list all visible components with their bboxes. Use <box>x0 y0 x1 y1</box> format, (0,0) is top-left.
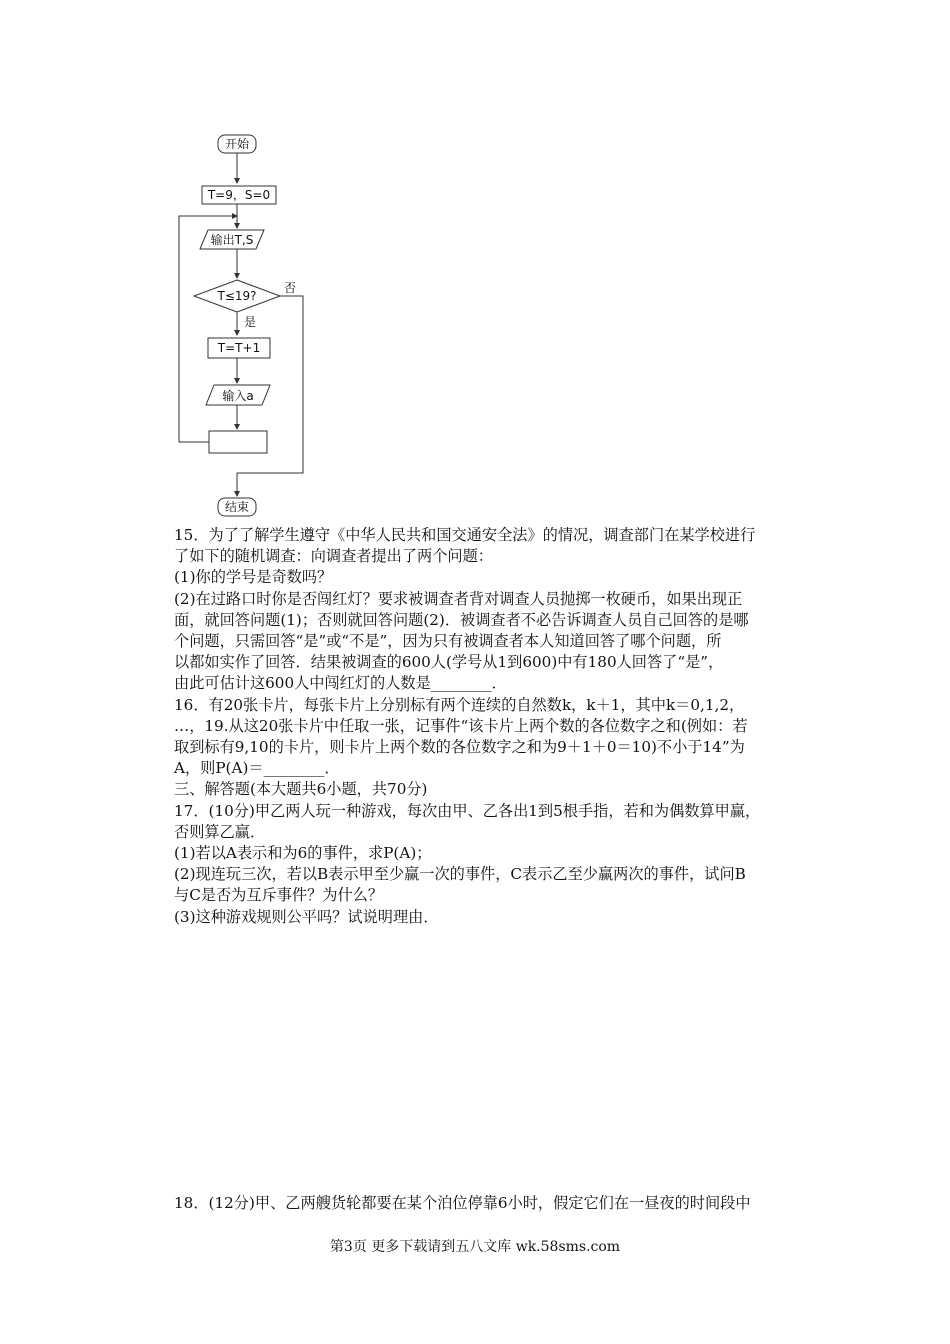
question-16 <box>174 695 814 780</box>
text-line: 取到标有9,10的卡片，则卡片上两个数的各位数字之和为9＋1＋0＝10)不小于14”为 <box>174 738 745 757</box>
output-label: 输出T,S <box>210 233 254 247</box>
question-17 <box>174 801 814 928</box>
page-footer: 第3页 更多下载请到五八文库 wk.58sms.com <box>329 1239 621 1255</box>
text-line: 17．(10分)甲乙两人玩一种游戏，每次由甲、乙各出1到5根手指，若和为偶数算甲赢， <box>174 801 761 820</box>
empty-process-box <box>209 431 267 453</box>
text-line: 由此可估计这600人中闯红灯的人数是________． <box>174 674 507 693</box>
text-line: 16．有20张卡片，每张卡片上分别标有两个连续的自然数k，k＋1，其中k＝0,1,2， <box>174 695 745 714</box>
input-label: 输入a <box>222 389 254 403</box>
text-line: A，则P(A)＝________． <box>174 759 340 778</box>
text-line: (2)在过路口时你是否闯红灯？要求被调查者背对调查人员抛掷一枚硬币，如果出现正 <box>174 589 743 608</box>
text-line: 面，就回答问题(1)；否则就回答问题(2)．被调查者不必告诉调查人员自己回答的是哪 <box>174 610 749 629</box>
text-line: 否则算乙赢． <box>174 822 266 841</box>
text-line: (1)若以A表示和为6的事件，求P(A)； <box>174 844 432 863</box>
question-18 <box>174 1193 814 1214</box>
init-label: T=9，S=0 <box>207 188 271 202</box>
answer-space <box>174 928 814 1193</box>
question-15 <box>174 525 814 695</box>
text-line: 个问题，只需回答“是”或“不是”，因为只有被调查者本人知道回答了哪个问题，所 <box>174 632 722 651</box>
end-label: 结束 <box>224 500 250 514</box>
start-label: 开始 <box>224 137 250 151</box>
loop-back-line <box>179 216 237 442</box>
question-content <box>174 525 814 1214</box>
yes-label: 是 <box>244 315 257 329</box>
section-heading <box>174 779 814 800</box>
text-line: (1)你的学号是奇数吗？ <box>174 568 333 587</box>
text-line: 了如下的随机调查：向调查者提出了两个问题： <box>174 547 493 566</box>
flowchart <box>170 128 330 520</box>
text-line: 15．为了了解学生遵守《中华人民共和国交通安全法》的情况，调查部门在某学校进行 <box>174 526 756 544</box>
text-line: …，19.从这20张卡片中任取一张，记事件“该卡片上两个数的各位数字之和(例如：若 <box>174 716 748 735</box>
text-line: 以都如实作了回答．结果被调查的600人(学号从1到600)中有180人回答了“是”， <box>174 653 724 672</box>
text-line: 与C是否为互斥事件？为什么？ <box>174 886 384 905</box>
text-line: 18．(12分)甲、乙两艘货轮都要在某个泊位停靠6小时，假定它们在一昼夜的时间段中 <box>174 1193 751 1212</box>
text-line: (3)这种游戏规则公平吗？试说明理由． <box>174 907 439 926</box>
increment-label: T=T+1 <box>217 341 261 355</box>
text-line: 三、解答题(本大题共6小题，共70分) <box>174 780 428 799</box>
condition-label: T≤19? <box>217 289 257 303</box>
text-line: (2)现连玩三次，若以B表示甲至少赢一次的事件，C表示乙至少赢两次的事件，试问B <box>174 865 746 884</box>
no-label: 否 <box>284 281 297 295</box>
